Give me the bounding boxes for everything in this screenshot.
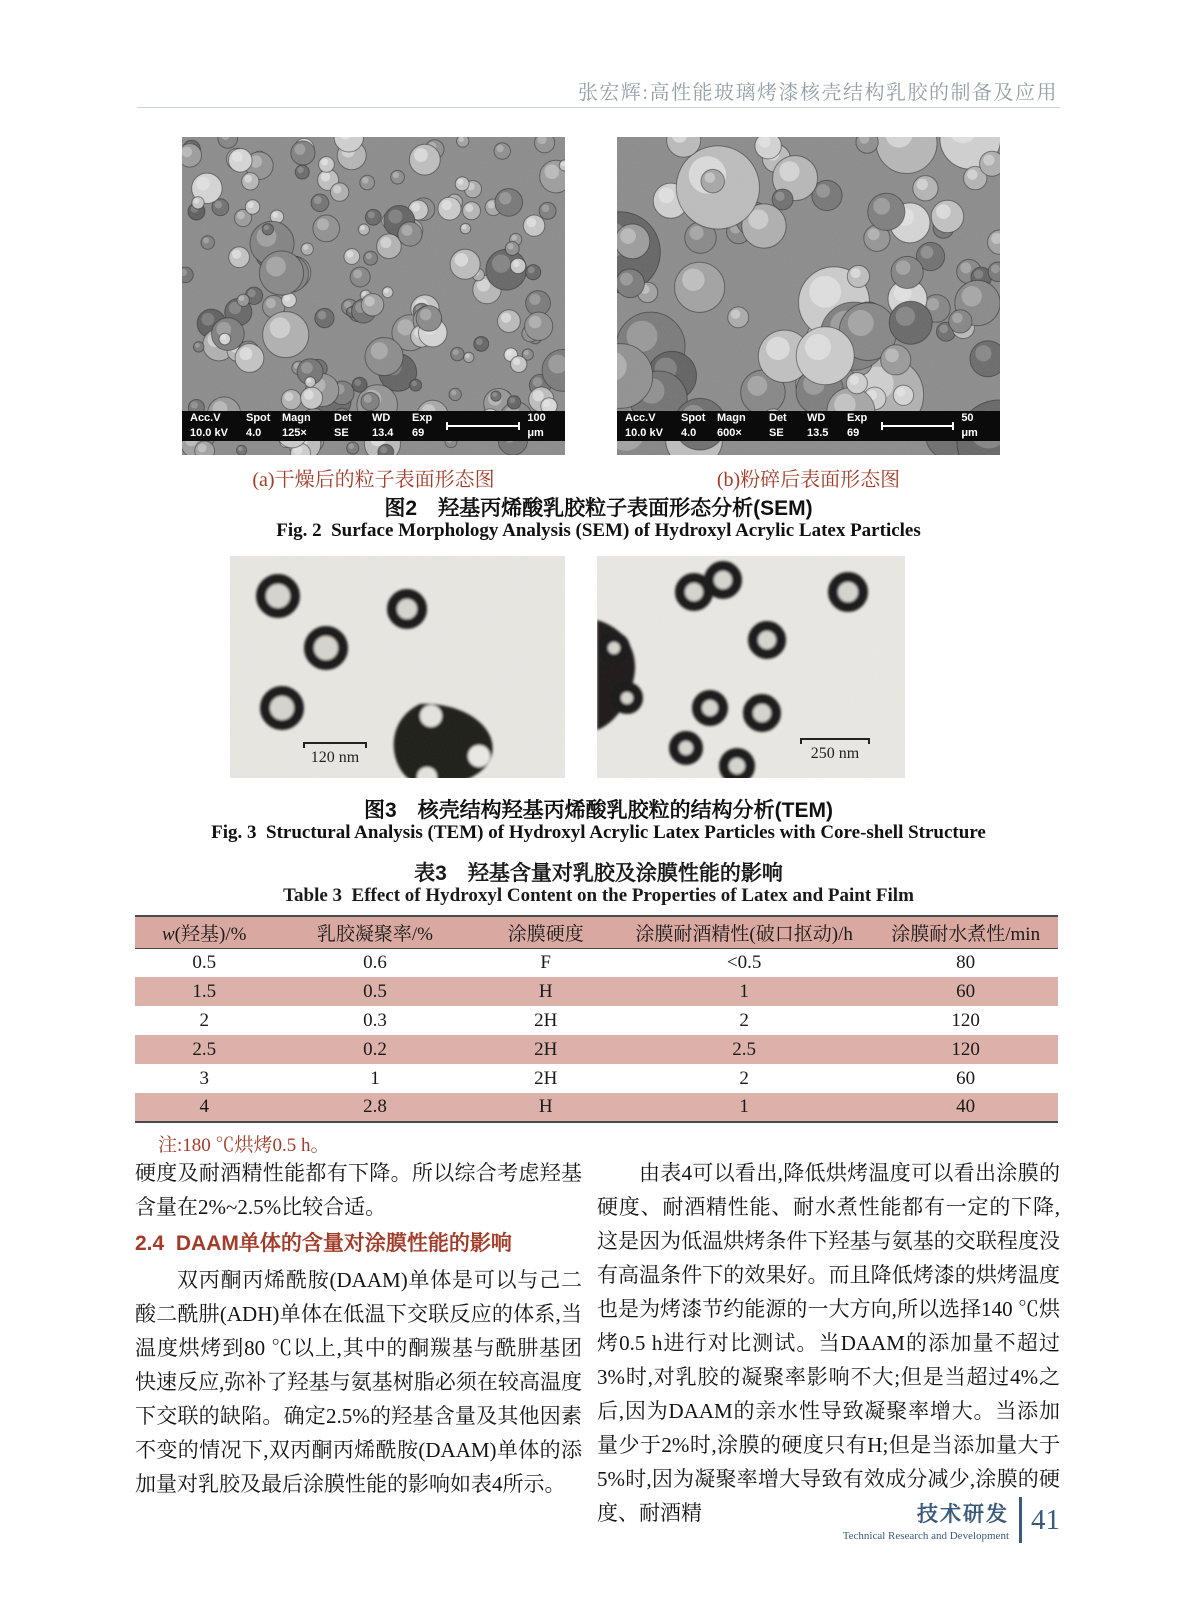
table-row <box>135 1093 1058 1122</box>
sem-info-bar-a <box>182 411 565 441</box>
col-header-water: 涂膜耐水煮性/min <box>873 916 1058 948</box>
figure2-title-cn: 图2 羟基丙烯酸乳胶粒子表面形态分析(SEM) <box>384 497 813 520</box>
header-divider <box>137 107 1060 108</box>
sem-label: Exp <box>847 412 868 424</box>
cell: 2 <box>739 1067 749 1089</box>
sem-value: 13.5 <box>807 427 829 439</box>
cell: F <box>540 951 551 973</box>
cell: 2 <box>199 1009 209 1031</box>
sem-label: WD <box>372 412 391 424</box>
cell: 0.5 <box>363 980 387 1002</box>
sem-label: Spot <box>246 412 271 424</box>
cell: 80 <box>956 951 976 973</box>
table-row <box>135 977 1058 1006</box>
scale-line <box>446 425 520 427</box>
running-title: 张宏辉:高性能玻璃烤漆核壳结构乳胶的制备及应用 <box>577 82 1058 104</box>
scale-line <box>303 742 367 748</box>
cell: 2.8 <box>363 1096 387 1117</box>
cell: 2.5 <box>192 1038 217 1060</box>
col-header-alcohol: 涂膜耐酒精性(破口抠动)/h <box>615 916 873 948</box>
cell: 0.2 <box>363 1038 387 1060</box>
sem-label: Acc.V <box>190 412 221 424</box>
col-header-hydroxyl <box>135 916 273 948</box>
sem-value: 4.0 <box>246 427 262 439</box>
section-heading-2-4: 2.4 DAAM单体的含量对涂膜性能的影响 <box>135 1232 512 1255</box>
table3-note: 注:180 ℃烘烤0.5 h。 <box>158 1135 330 1156</box>
paragraph: 双丙酮丙烯酰胺(DAAM)单体是可以与己二酸二酰肼(ADH)单体在低温下交联反应的体系,当温度烘烤到80 ℃以上,其中的酮羰基与酰肼基团快速反应,弥补了羟基与氨基树脂必须在较高温度下交联的缺陷。确定2.5%的羟基含量及其他因素不变的情况下,双丙酮丙烯酰胺(DAAM)单体的添加量对乳胶及最后涂膜性能的影响如表4所示。 <box>135 1268 582 1496</box>
cell: 2H <box>534 1038 558 1060</box>
scale-line <box>881 425 954 427</box>
sem-value: 600× <box>717 427 742 439</box>
scale-label: 250 nm <box>810 745 860 762</box>
cell: 0.3 <box>363 1009 387 1031</box>
figure2-caption-a: (a)干燥后的粒子表面形态图 <box>252 469 495 491</box>
cell: 120 <box>951 1038 980 1060</box>
footer-section-cn: 技术研发 <box>917 1503 1009 1526</box>
cell: 120 <box>951 1009 980 1031</box>
page-number: 41 <box>1031 1503 1060 1536</box>
page-footer <box>843 1497 1060 1543</box>
table-header-row <box>135 916 1058 948</box>
figure3-title-en: Fig. 3 Structural Analysis (TEM) of Hydroxyl Acrylic Latex Particles with Core-shell Structure <box>211 822 986 843</box>
cell: H <box>538 1096 553 1117</box>
cell: 1.5 <box>192 980 217 1002</box>
paragraph: 硬度及耐酒精性能都有下降。所以综合考虑羟基含量在2%~2.5%比较合适。 <box>135 1161 582 1219</box>
sem-value: 13.4 <box>372 427 394 439</box>
sem-value: 69 <box>847 427 860 439</box>
cell: 1 <box>370 1067 380 1089</box>
cell: H <box>538 980 553 1002</box>
cell: 2.5 <box>732 1038 757 1060</box>
body-column-right <box>597 1156 1060 1530</box>
figure3-title-cn: 图3 核壳结构羟基丙烯酸乳胶粒的结构分析(TEM) <box>364 799 833 822</box>
sem-label: Acc.V <box>625 412 656 424</box>
cell: 60 <box>956 1067 976 1089</box>
scale-label: 100 μm <box>527 412 546 439</box>
paragraph: 由表4可以看出,降低烘烤温度可以看出涂膜的硬度、耐酒精性能、耐水煮性能都有一定的下降,这是因为低温烘烤条件下羟基与氨基的交联程度没有高温条件下的效果好。而且降低烤漆的烘烤温度也是为烤漆节约能源的一大方向,所以选择140 ℃烘烤0.5 h进行对比测试。当DAAM的添加量不超过3%时,对乳胶的凝聚率影响不大;但是当超过4%之后,因为DAAM的亲水性导致凝聚率增大。当添加量少于2%时,涂膜的硬度只有H;但是当添加量大于5%时,因为凝聚率增大导致有效成分减少,涂膜的硬度、耐酒精 <box>597 1161 1060 1525</box>
cell: 40 <box>956 1096 976 1117</box>
figure2-sem-image-a <box>182 137 565 455</box>
sem-info-bar-b <box>617 411 1000 441</box>
sem-label: Magn <box>282 412 311 424</box>
cell: 2H <box>534 1067 558 1089</box>
tem-scale-b <box>793 738 877 763</box>
table-row <box>135 1006 1058 1035</box>
scale-label: 50 μm <box>961 412 978 439</box>
footer-divider <box>1019 1497 1022 1543</box>
sem-label: Spot <box>681 412 706 424</box>
figure2-title-en: Fig. 2 Surface Morphology Analysis (SEM) of Hydroxyl Acrylic Latex Particles <box>276 520 921 541</box>
header-text: (羟基)/% <box>174 923 247 945</box>
sem-label: Exp <box>412 412 433 424</box>
figure3-tem-image-a <box>230 556 565 778</box>
figure2-sem-image-b <box>617 137 1000 455</box>
sem-value: 10.0 kV <box>625 427 663 439</box>
sem-scale-b <box>881 411 1000 441</box>
sem-micrograph-b <box>617 137 1000 455</box>
sem-micrograph-a <box>182 137 565 455</box>
sem-value: 125× <box>282 427 307 439</box>
table-row <box>135 1064 1058 1093</box>
tem-micrograph-a <box>230 556 565 778</box>
sem-label: Det <box>769 412 787 424</box>
cell: <0.5 <box>726 951 762 973</box>
figure2-caption-b: (b)粉碎后表面形态图 <box>716 469 901 491</box>
sem-value: SE <box>769 427 784 439</box>
sem-label: Magn <box>717 412 746 424</box>
figure3-tem-image-b <box>597 556 905 778</box>
cell: 3 <box>199 1067 209 1089</box>
cell: 0.5 <box>192 951 217 973</box>
cell: 4 <box>199 1096 209 1117</box>
footer-section-en: Technical Research and Development <box>842 1530 1009 1542</box>
header-symbol: w <box>161 923 175 945</box>
col-header-hardness: 涂膜硬度 <box>476 916 614 948</box>
cell: 2 <box>739 1009 749 1031</box>
cell: 2H <box>534 1009 558 1031</box>
sem-label: Det <box>334 412 352 424</box>
table-row <box>135 948 1058 977</box>
table3 <box>135 915 1058 1123</box>
cell: 60 <box>956 980 976 1002</box>
sem-value: 4.0 <box>681 427 697 439</box>
sem-scale-a <box>446 411 565 441</box>
sem-value: 69 <box>412 427 425 439</box>
cell: 1 <box>739 1096 749 1117</box>
table3-title-cn: 表3 羟基含量对乳胶及涂膜性能的影响 <box>414 862 783 885</box>
tem-scale-a <box>296 742 374 767</box>
scale-label: 120 nm <box>310 749 360 766</box>
body-column-left <box>135 1156 582 1501</box>
table-row <box>135 1035 1058 1064</box>
col-header-coagulation: 乳胶凝聚率/% <box>273 916 476 948</box>
sem-value: SE <box>334 427 349 439</box>
sem-label: WD <box>807 412 826 424</box>
scale-line <box>800 738 870 744</box>
sem-value: 10.0 kV <box>190 427 228 439</box>
footer-section <box>843 1498 1009 1542</box>
cell: 1 <box>739 980 749 1002</box>
table3-title-en: Table 3 Effect of Hydroxyl Content on the Properties of Latex and Paint Film <box>283 885 914 906</box>
cell: 0.6 <box>363 951 387 973</box>
